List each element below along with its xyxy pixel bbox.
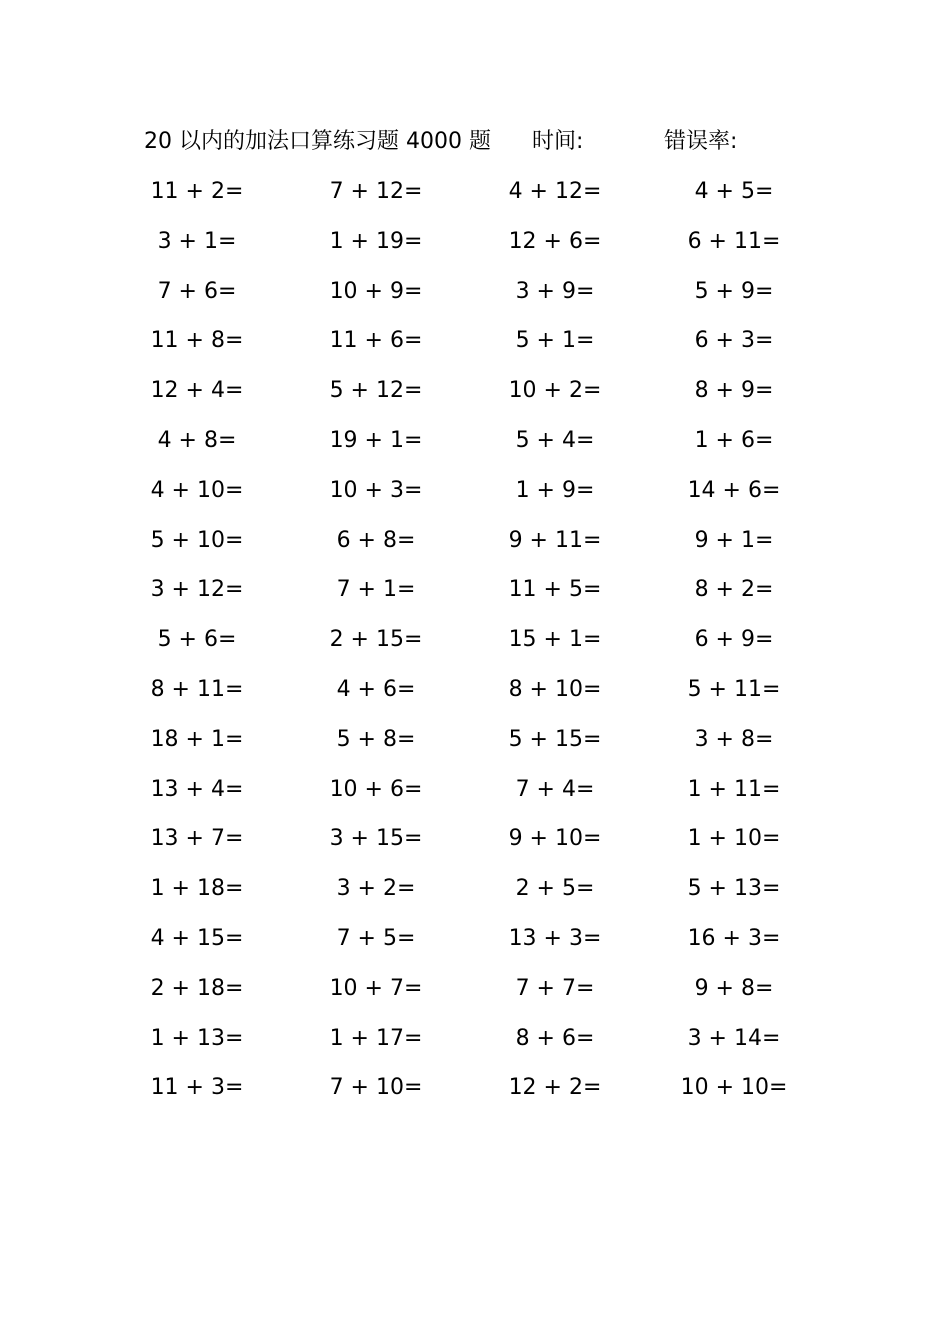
worksheet-header — [0, 124, 950, 160]
problem-row — [0, 670, 950, 720]
problem-item: 10 + 9= — [329, 278, 423, 304]
time-label: 时间: — [532, 129, 584, 154]
problem-item: 11 + 6= — [329, 328, 423, 354]
problem-item: 8 + 11= — [150, 676, 244, 702]
problem-item: 9 + 10= — [508, 826, 602, 852]
problem-item: 10 + 7= — [329, 975, 423, 1001]
problem-row — [0, 521, 950, 571]
problem-item: 2 + 18= — [150, 975, 244, 1001]
problem-item: 2 + 5= — [515, 876, 595, 902]
problem-row — [0, 222, 950, 272]
problem-item: 1 + 19= — [329, 228, 423, 254]
problem-item: 5 + 6= — [157, 627, 237, 653]
problem-row — [0, 471, 950, 521]
problem-item: 6 + 9= — [694, 627, 774, 653]
problem-item: 5 + 1= — [515, 328, 595, 354]
problem-item: 6 + 11= — [687, 228, 781, 254]
problem-item: 11 + 2= — [150, 179, 244, 204]
problem-item: 7 + 7= — [515, 975, 595, 1001]
problem-item: 7 + 5= — [336, 925, 416, 951]
problem-item: 12 + 2= — [508, 1075, 602, 1101]
problem-item: 5 + 4= — [515, 427, 595, 453]
problem-item: 11 + 5= — [508, 577, 602, 603]
problem-item: 3 + 15= — [329, 826, 423, 852]
problem-item: 10 + 6= — [329, 776, 423, 802]
problem-item: 4 + 10= — [150, 477, 244, 503]
problem-item: 5 + 11= — [687, 676, 781, 702]
problem-grid — [0, 172, 950, 1118]
problem-item: 1 + 11= — [687, 776, 781, 802]
problem-item: 4 + 8= — [157, 427, 237, 453]
problem-item: 9 + 11= — [508, 527, 602, 553]
problem-item: 5 + 8= — [336, 726, 416, 752]
problem-item: 19 + 1= — [329, 427, 423, 453]
problem-item: 15 + 1= — [508, 627, 602, 653]
problem-item: 11 + 8= — [150, 328, 244, 354]
problem-item: 7 + 1= — [336, 577, 416, 603]
problem-item: 1 + 17= — [329, 1025, 423, 1051]
problem-row — [0, 869, 950, 919]
problem-item: 1 + 9= — [515, 477, 595, 503]
problem-item: 18 + 1= — [150, 726, 244, 752]
problem-item: 5 + 12= — [329, 378, 423, 404]
problem-row — [0, 919, 950, 969]
problem-item: 16 + 3= — [687, 925, 781, 951]
worksheet-title: 20 以内的加法口算练习题 4000 题 — [144, 129, 491, 154]
problem-item: 4 + 12= — [508, 179, 602, 204]
problem-item: 1 + 10= — [687, 826, 781, 852]
problem-item: 5 + 9= — [694, 278, 774, 304]
problem-item: 3 + 12= — [150, 577, 244, 603]
problem-row — [0, 720, 950, 770]
problem-item: 13 + 3= — [508, 925, 602, 951]
problem-item: 10 + 10= — [680, 1075, 788, 1101]
problem-item: 3 + 8= — [694, 726, 774, 752]
problem-row — [0, 1068, 950, 1118]
problem-row — [0, 1019, 950, 1069]
problem-item: 10 + 2= — [508, 378, 602, 404]
problem-item: 3 + 1= — [157, 228, 237, 254]
problem-row — [0, 770, 950, 820]
problem-row — [0, 421, 950, 471]
problem-row — [0, 172, 950, 222]
problem-item: 12 + 4= — [150, 378, 244, 404]
problem-item: 6 + 3= — [694, 328, 774, 354]
problem-item: 10 + 3= — [329, 477, 423, 503]
problem-item: 3 + 9= — [515, 278, 595, 304]
problem-item: 11 + 3= — [150, 1075, 244, 1101]
problem-item: 8 + 10= — [508, 676, 602, 702]
problem-item: 6 + 8= — [336, 527, 416, 553]
problem-item: 2 + 15= — [329, 627, 423, 653]
problem-item: 12 + 6= — [508, 228, 602, 254]
problem-item: 7 + 6= — [157, 278, 237, 304]
problem-row — [0, 272, 950, 322]
problem-item: 13 + 7= — [150, 826, 244, 852]
problem-item: 5 + 15= — [508, 726, 602, 752]
problem-item: 8 + 9= — [694, 378, 774, 404]
problem-row — [0, 570, 950, 620]
problem-item: 5 + 10= — [150, 527, 244, 553]
problem-row — [0, 969, 950, 1019]
problem-item: 1 + 6= — [694, 427, 774, 453]
problem-item: 8 + 2= — [694, 577, 774, 603]
problem-item: 3 + 2= — [336, 876, 416, 902]
problem-item: 14 + 6= — [687, 477, 781, 503]
problem-item: 7 + 4= — [515, 776, 595, 802]
error-rate-label: 错误率: — [664, 129, 738, 154]
problem-item: 13 + 4= — [150, 776, 244, 802]
problem-item: 3 + 14= — [687, 1025, 781, 1051]
problem-item: 9 + 8= — [694, 975, 774, 1001]
problem-row — [0, 321, 950, 371]
problem-item: 7 + 10= — [329, 1075, 423, 1101]
problem-item: 7 + 12= — [329, 179, 423, 204]
problem-row — [0, 371, 950, 421]
problem-row — [0, 620, 950, 670]
problem-item: 5 + 13= — [687, 876, 781, 902]
problem-item: 9 + 1= — [694, 527, 774, 553]
problem-item: 1 + 18= — [150, 876, 244, 902]
problem-item: 4 + 15= — [150, 925, 244, 951]
problem-item: 8 + 6= — [515, 1025, 595, 1051]
problem-item: 4 + 6= — [336, 676, 416, 702]
problem-item: 4 + 5= — [694, 179, 774, 204]
problem-item: 1 + 13= — [150, 1025, 244, 1051]
problem-row — [0, 819, 950, 869]
